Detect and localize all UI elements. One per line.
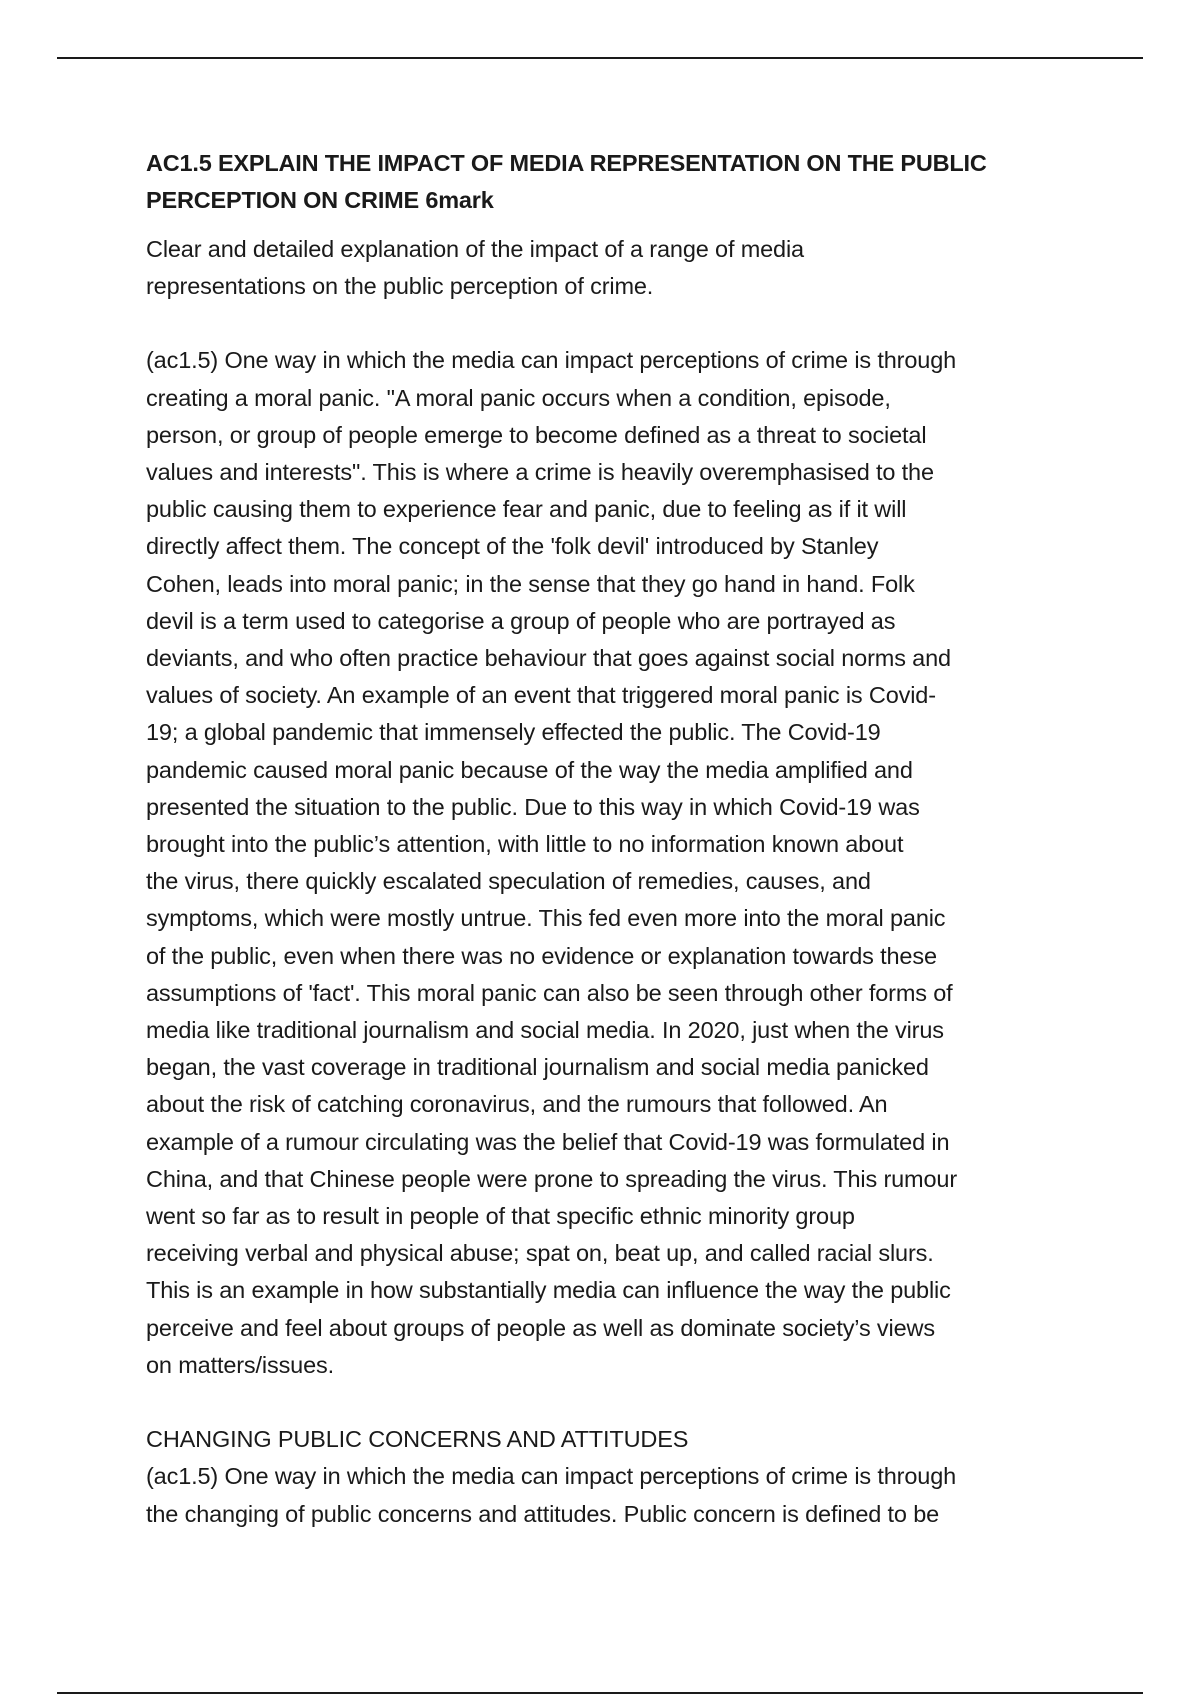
paragraph-line: of the public, even when there was no evidence or explanation towards these (146, 942, 937, 969)
paragraph-line: Cohen, leads into moral panic; in the sense that they go hand in hand. Folk (146, 570, 915, 597)
paragraph-line: assumptions of 'fact'. This moral panic can also be seen through other forms of (146, 979, 953, 1006)
public-concerns-paragraph (146, 1458, 1066, 1532)
paragraph-line: media like traditional journalism and social media. In 2020, just when the virus (146, 1017, 944, 1044)
paragraph-line: values of society. An example of an event that triggered moral panic is Covid- (146, 682, 936, 709)
paragraph-line: deviants, and who often practice behaviour that goes against social norms and (146, 645, 951, 672)
paragraph-line: values and interests". This is where a crime is heavily overemphasised to the (146, 459, 934, 486)
paragraph-line: example of a rumour circulating was the belief that Covid-19 was formulated in (146, 1128, 950, 1155)
paragraph-line: receiving verbal and physical abuse; spat on, beat up, and called racial slurs. (146, 1240, 934, 1267)
paragraph-line: about the risk of catching coronavirus, and the rumours that followed. An (146, 1091, 888, 1118)
paragraph-line: symptoms, which were mostly untrue. This fed even more into the moral panic (146, 905, 946, 932)
document-heading (146, 145, 1066, 219)
paragraph-line: (ac1.5) One way in which the media can impact perceptions of crime is through (146, 347, 957, 374)
criteria-line: Clear and detailed explanation of the impact of a range of media (146, 236, 804, 262)
heading-line: AC1.5 EXPLAIN THE IMPACT OF MEDIA REPRESENTATION ON THE PUBLIC (146, 150, 987, 176)
paragraph-line: (ac1.5) One way in which the media can impact perceptions of crime is through (146, 1463, 957, 1490)
criteria-line: representations on the public perception of crime. (146, 273, 654, 300)
paragraph-line: began, the vast coverage in traditional journalism and social media panicked (146, 1054, 929, 1081)
paragraph-line: went so far as to result in people of that specific ethnic minority group (146, 1203, 855, 1230)
paragraph-line: pandemic caused moral panic because of the way the media amplified and (146, 756, 913, 783)
paragraph-line: the virus, there quickly escalated speculation of remedies, causes, and (146, 868, 871, 895)
paragraph-line: the changing of public concerns and attitudes. Public concern is defined to be (146, 1500, 940, 1527)
moral-panic-paragraph (146, 342, 1066, 1384)
paragraph-line: directly affect them. The concept of the 'folk devil' introduced by Stanley (146, 533, 879, 560)
paragraph-line: perceive and feel about groups of people as well as dominate society’s views (146, 1314, 935, 1341)
document-body (146, 145, 1066, 1533)
paragraph-line: brought into the public’s attention, with little to no information known about (146, 831, 904, 858)
paragraph-line: on matters/issues. (146, 1351, 334, 1378)
top-rule (57, 57, 1143, 59)
heading-line: PERCEPTION ON CRIME 6mark (146, 187, 494, 213)
paragraph-line: public causing them to experience fear and panic, due to feeling as if it will (146, 496, 907, 523)
bottom-rule (57, 1692, 1143, 1694)
paragraph-line: creating a moral panic. "A moral panic occurs when a condition, episode, (146, 384, 891, 411)
paragraph-line: person, or group of people emerge to become defined as a threat to societal (146, 421, 927, 448)
paragraph-line: China, and that Chinese people were prone to spreading the virus. This rumour (146, 1165, 957, 1192)
section-title: CHANGING PUBLIC CONCERNS AND ATTITUDES (146, 1426, 689, 1453)
paragraph-line: 19; a global pandemic that immensely effected the public. The Covid-19 (146, 719, 881, 746)
paragraph-line: This is an example in how substantially media can influence the way the public (146, 1277, 951, 1304)
paragraph-line: presented the situation to the public. Due to this way in which Covid-19 was (146, 793, 920, 820)
paragraph-line: devil is a term used to categorise a group of people who are portrayed as (146, 607, 896, 634)
assessment-criteria (146, 231, 1066, 305)
